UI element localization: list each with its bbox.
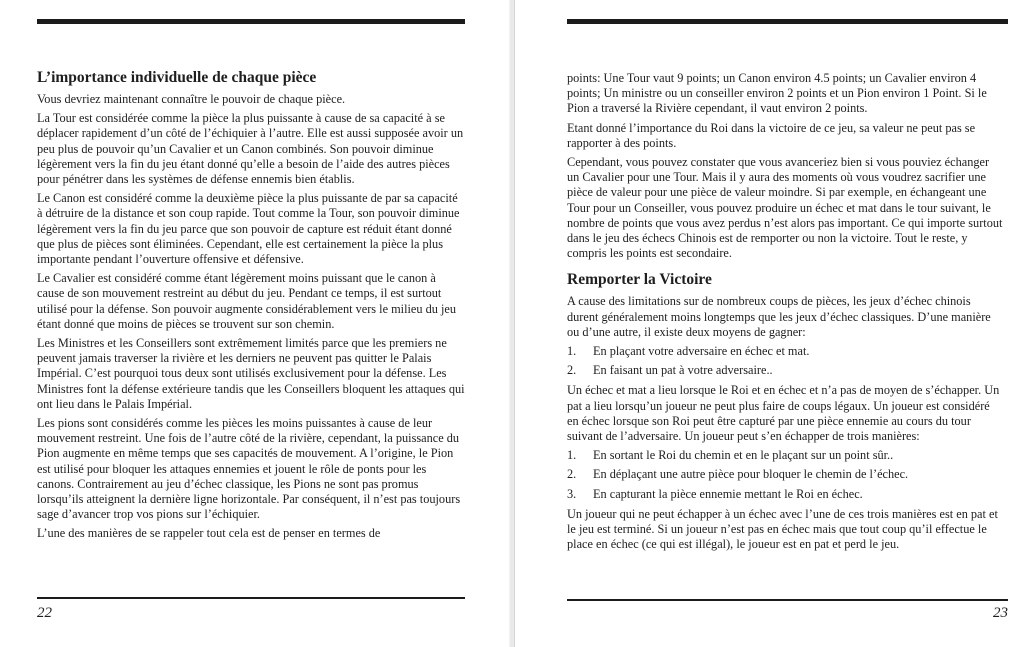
paragraph: L’une des manières de se rappeler tout cela est de penser en termes de [37,526,381,541]
page-number: 23 [993,605,1008,621]
bottom-rule [567,599,1008,601]
left-text-column [37,68,465,546]
list-number: 2. [567,467,577,482]
top-rule [37,19,465,24]
numbered-list [567,448,1003,502]
section-heading: L’importance individuelle de chaque pièce [37,69,317,86]
list-item [567,487,1003,502]
paragraph: Les pions sont considérés comme les pièces les moins puissantes à cause de leur mouvement restreint. Une fois de l’autre côté de la rivière, cependant, la puissance du Pion augmente en même temps que ses capacités de mouvement. A l’origine, le Pion est utilisé pour bloquer les attaques ennemies et jouent le rôle de ponts pour les canons. Contrairement au jeu d’échec classique, les Pions ne sont pas promus lorsqu’ils atteignent la dernière ligne horizontale. Par conséquent, il n’est pas toujours sage d’avancer trop vos pions sur l’échiquier. [37,416,461,522]
paragraph: points: Une Tour vaut 9 points; un Canon environ 4.5 points; un Cavalier environ 4 points; Un ministre ou un conseiller environ 2 points et un Pion environ 1 Point. Si le Pion a traversé la Rivière cependant, il vaut environ 2 points. [567,71,987,116]
bottom-rule [37,597,465,599]
paragraph: A cause des limitations sur de nombreux coups de pièces, les jeux d’échec chinois durent généralement moins longtemps que les jeux d’échec classiques. D’une manière ou d’une autre, il existe deux moyens de gagner: [567,294,991,339]
section-heading: Remporter la Victoire [567,271,712,289]
list-text: En sortant le Roi du chemin et en le plaçant sur un point sûr.. [593,448,894,463]
top-rule [567,19,1008,24]
list-text: En plaçant votre adversaire en échec et mat. [593,344,810,359]
paragraph: La Tour est considérée comme la pièce la plus puissante à cause de sa capacité à se déplacer rapidement d’un côté de l’échiquier à l’autre. Elle est aussi supposée avoir un peu plus de pouvoir qu’un Cavalier et un Canon combinés. Son pouvoir diminue légèrement vers la fin du jeu étant donné qu’elle a besoin de l’aide des autres pièces pour pénétrer dans les systèmes de défense ennemis bien établis. [37,111,464,187]
list-item [567,344,1003,359]
right-page [512,0,1024,647]
list-number: 1. [567,448,577,463]
list-item [567,448,1003,463]
list-text: En capturant la pièce ennemie mettant le Roi en échec. [593,486,863,501]
paragraph: Un échec et mat a lieu lorsque le Roi et en échec et n’a pas de moyen de s’échapper. Un pat a lieu lorsqu’un joueur ne peut plus faire de coups légaux. Un joueur est considéré en échec lorsque son Roi peut être capturé par une pièce ennemie au cours du tour suivant de l’adversaire. Un joueur peut s’en échapper de trois manières: [567,383,1000,444]
list-text: En déplaçant une autre pièce pour bloquer le chemin de l’échec. [593,467,909,482]
page-number: 22 [37,605,52,621]
paragraph: Un joueur qui ne peut échapper à un échec avec l’une de ces trois manières est en pat et le jeu est terminé. Si un joueur n’est pas en échec mais que tout coup qu’il effectue le place en échec (ce qui est illégal), le joueur est en pat et perd le jeu. [567,506,998,552]
paragraph: Le Canon est considéré comme la deuxième pièce la plus puissante de par sa capacité à détruire de la distance et son coup rapide. Tout comme la Tour, son pouvoir diminue légèrement vers la fin du jeu parce que son pouvoir de capture est réduit étant donné que plus de pièces sont éliminées. Cependant, elle est certainement la pièce la plus importante pendant l’ouverture offensive et défensive. [37,191,460,267]
numbered-list [567,344,1003,378]
list-number: 2. [567,363,577,378]
list-number: 1. [567,344,577,359]
paragraph: Etant donné l’importance du Roi dans la victoire de ce jeu, sa valeur ne peut pas se rapporter à des points. [567,120,976,150]
paragraph: Les Ministres et les Conseillers sont extrêmement limités parce que les premiers ne peuvent jamais traverser la rivière et les derniers ne peuvent pas quitter le Palais Impérial. C’est pourquoi tous deux sont utilisés exclusivement pour la défense. Les Ministres font la défense extérieure tandis que les Conseillers bloquent les attaques qui ont lieu dans le Palais Impérial. [37,336,465,411]
paragraph: Cependant, vous pouvez constater que vous avanceriez bien si vous pouviez échanger un Cavalier pour une Tour. Mais il y aura des moments où vous voudrez sacrifier une pièce de valeur pour une pièce de valeur moindre. Si par exemple, en échangeant une Tour pour un Conseiller, vous pouvez produire un échec et mat dans le tour suivant, le nombre de points que vous avez perdus n’est alors pas important. Ce qui importe surtout dans le jeu des échecs Chinois est de remporter ou non la victoire. Tout le reste, y compris les points est secondaire. [567,155,1003,261]
paragraph: Le Cavalier est considéré comme étant légèrement moins puissant que le canon à cause de son mouvement restreint au début du jeu. Pendant ce temps, il est surtout utilisé pour la défense. Son pouvoir augmente considérablement vers le milieu du jeu étant donné que moins de pièces se trouvent sur son chemin. [37,271,457,331]
paragraph: Vous devriez maintenant connaître le pouvoir de chaque pièce. [37,92,346,106]
list-item [567,363,1003,378]
list-item [567,467,1003,482]
list-number: 3. [567,486,577,501]
right-text-column [567,71,1003,556]
list-text: En faisant un pat à votre adversaire.. [593,363,773,378]
